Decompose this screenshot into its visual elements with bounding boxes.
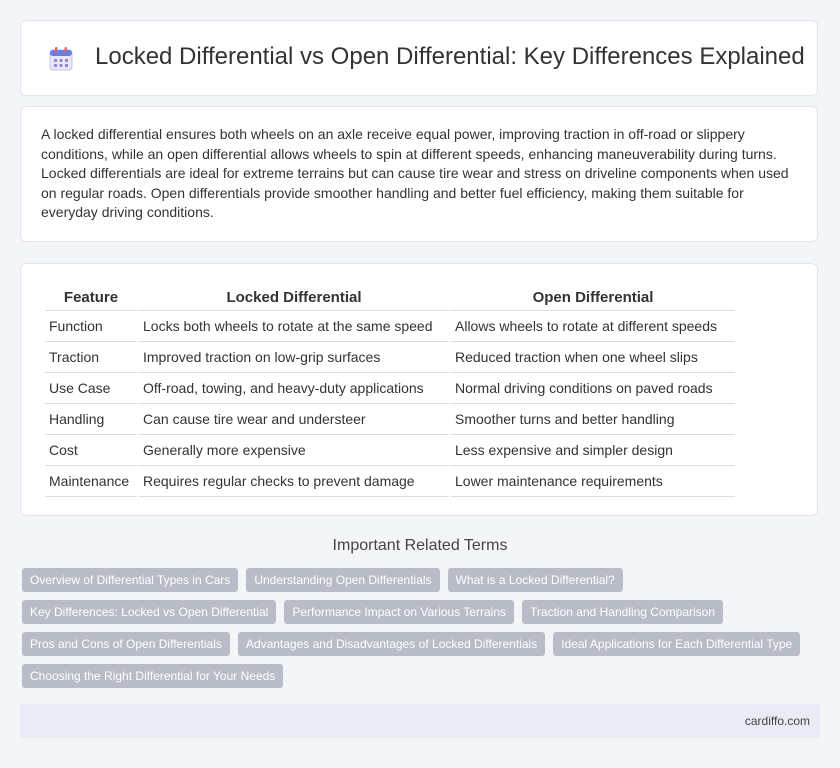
table-row xyxy=(45,342,735,373)
table-cell: Less expensive and simpler design xyxy=(451,435,735,466)
header-open: Open Differential xyxy=(451,284,735,311)
calendar-icon xyxy=(47,45,75,73)
header-card xyxy=(20,20,818,96)
intro-paragraph: A locked differential ensures both wheels on an axle receive equal power, improving traction in off-road or slippery conditions, while an open differential allows wheels to spin at different speeds, enhancing maneuverability during turns. Locked differentials are ideal for extreme terrains but can cause tire wear and stress on driveline components when used on regular roads. Open differentials provide smoother handling and better fuel efficiency, making them suitable for everyday driving conditions. xyxy=(41,126,789,220)
table-cell: Lower maintenance requirements xyxy=(451,466,735,497)
table-cell: Generally more expensive xyxy=(139,435,449,466)
table-cell: Can cause tire wear and understeer xyxy=(139,404,449,435)
table-cell: Reduced traction when one wheel slips xyxy=(451,342,735,373)
table-cell: Allows wheels to rotate at different speeds xyxy=(451,311,735,342)
table-cell: Off-road, towing, and heavy-duty applications xyxy=(139,373,449,404)
related-term-link[interactable]: Traction and Handling Comparison xyxy=(522,600,723,624)
table-cell: Cost xyxy=(45,435,137,466)
footer xyxy=(20,704,820,738)
table-row xyxy=(45,435,735,466)
related-term-link[interactable]: Ideal Applications for Each Differential Type xyxy=(553,632,800,656)
related-term-link[interactable]: Performance Impact on Various Terrains xyxy=(284,600,514,624)
table-cell: Maintenance xyxy=(45,466,137,497)
table-row xyxy=(45,311,735,342)
related-term-link[interactable]: Key Differences: Locked vs Open Differential xyxy=(22,600,276,624)
intro-card xyxy=(20,106,818,242)
related-term-link[interactable]: Pros and Cons of Open Differentials xyxy=(22,632,230,656)
related-term-link[interactable]: Choosing the Right Differential for Your Needs xyxy=(22,664,283,688)
table-cell: Locks both wheels to rotate at the same speed xyxy=(139,311,449,342)
table-cell: Normal driving conditions on paved roads xyxy=(451,373,735,404)
related-terms-title: Important Related Terms xyxy=(332,537,508,554)
comparison-table xyxy=(43,284,737,497)
related-term-link[interactable]: Understanding Open Differentials xyxy=(246,568,439,592)
table-cell: Improved traction on low-grip surfaces xyxy=(139,342,449,373)
related-terms-list xyxy=(22,568,812,688)
header-feature: Feature xyxy=(45,284,137,311)
table-cell: Use Case xyxy=(45,373,137,404)
table-row xyxy=(45,466,735,497)
table-row xyxy=(45,404,735,435)
table-cell: Traction xyxy=(45,342,137,373)
table-cell: Requires regular checks to prevent damage xyxy=(139,466,449,497)
table-row xyxy=(45,373,735,404)
table-cell: Handling xyxy=(45,404,137,435)
table-header-row xyxy=(45,284,735,311)
related-term-link[interactable]: Overview of Differential Types in Cars xyxy=(22,568,238,592)
page-title: Locked Differential vs Open Differential: Key Differences Explained xyxy=(95,43,805,70)
table-cell: Smoother turns and better handling xyxy=(451,404,735,435)
comparison-table-card xyxy=(20,263,818,516)
header-locked: Locked Differential xyxy=(139,284,449,311)
table-cell: Function xyxy=(45,311,137,342)
related-term-link[interactable]: What is a Locked Differential? xyxy=(448,568,623,592)
footer-site-link[interactable]: cardiffo.com xyxy=(744,714,810,728)
related-term-link[interactable]: Advantages and Disadvantages of Locked Differentials xyxy=(238,632,545,656)
